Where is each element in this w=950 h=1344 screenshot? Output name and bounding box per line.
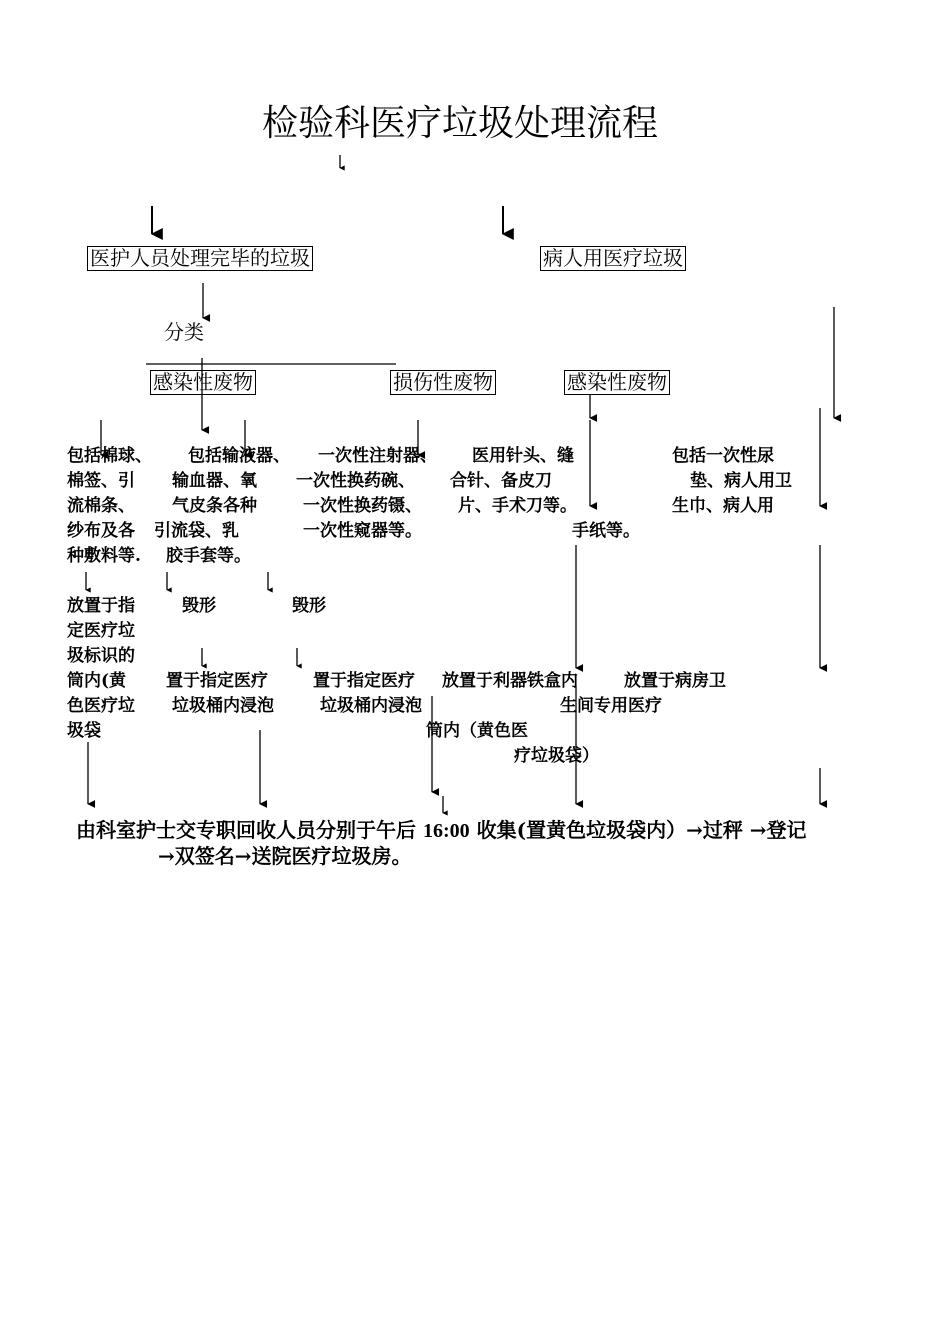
action-5-line: 疗垃圾袋） [514,746,599,766]
action-1-line: 圾袋 [67,721,101,741]
action-5-line: 筒内（黄色医 [426,721,528,741]
infectious-waste-box-1: 感染性废物 [150,370,256,395]
page-title: 检验科医疗垃圾处理流程 [262,103,659,144]
item-col1-line: 棉签、引 [67,471,135,491]
action-1-line: 筒内(黄 [67,671,127,691]
action-2-line: 置于指定医疗 [166,671,268,691]
item-col3-line: 一次性注射器、 [318,446,437,466]
item-col6-line: 包括一次性尿 [672,446,774,466]
item-col1-line: 包括棉球、 [67,446,152,466]
item-col5-line: 手纸等。 [572,521,640,541]
item-col4-line: 医用针头、缝 [472,446,574,466]
item-col1-line: 流棉条、 [67,496,135,516]
destroy-label-2: 毁形 [292,596,326,616]
item-col3-line: 一次性换药镊、 [303,496,422,516]
item-col3-line: 一次性窥器等。 [303,521,422,541]
action-5-line: 生间专用医疗 [560,696,662,716]
item-col6-line: 生巾、病人用 [672,496,774,516]
infectious-waste-box-2: 感染性废物 [564,370,670,395]
action-2-line: 垃圾桶内浸泡 [172,696,274,716]
item-col4-line: 片、手术刀等。 [458,496,577,516]
final-step-line-2: →双签名→送院医疗垃圾房。 [158,844,412,868]
sharps-waste-box: 损伤性废物 [390,370,496,395]
action-3-line: 垃圾桶内浸泡 [320,696,422,716]
item-col2-line: 胶手套等。 [166,546,251,566]
patient-waste-box: 病人用医疗垃圾 [540,246,686,271]
item-col4-line: 合针、备皮刀 [450,471,552,491]
action-5-line: 放置于病房卫 [624,671,726,691]
collection-time: 16:00 [422,820,470,842]
item-col3-line: 一次性换药碗、 [296,471,415,491]
item-col2-line: 包括输液器、 [188,446,290,466]
destroy-label-1: 毁形 [182,596,216,616]
item-col2-line: 引流袋、乳 [154,521,239,541]
final-step-text-a: 由科室护士交专职回收人员分别于午后 [76,818,416,842]
item-col2-line: 输血器、氧 [172,471,257,491]
staff-waste-box: 医护人员处理完毕的垃圾 [87,246,313,271]
item-col1-line: 种敷料等. [67,546,141,566]
action-1-line: 放置于指 [67,596,135,616]
item-col2-line: 气皮条各种 [172,496,257,516]
action-1-line: 圾标识的 [67,646,135,666]
classify-label: 分类 [164,320,204,344]
item-col6-line: 垫、病人用卫 [690,471,792,491]
action-1-line: 定医疗垃 [67,621,135,641]
action-4: 放置于利器铁盒内 [442,671,578,691]
action-1-line: 色医疗垃 [67,696,135,716]
final-step-text-b: 收集(置黄色垃圾袋内）→过秤 →登记 [476,818,807,842]
item-col1-line: 纱布及各 [67,521,135,541]
action-3-line: 置于指定医疗 [313,671,415,691]
